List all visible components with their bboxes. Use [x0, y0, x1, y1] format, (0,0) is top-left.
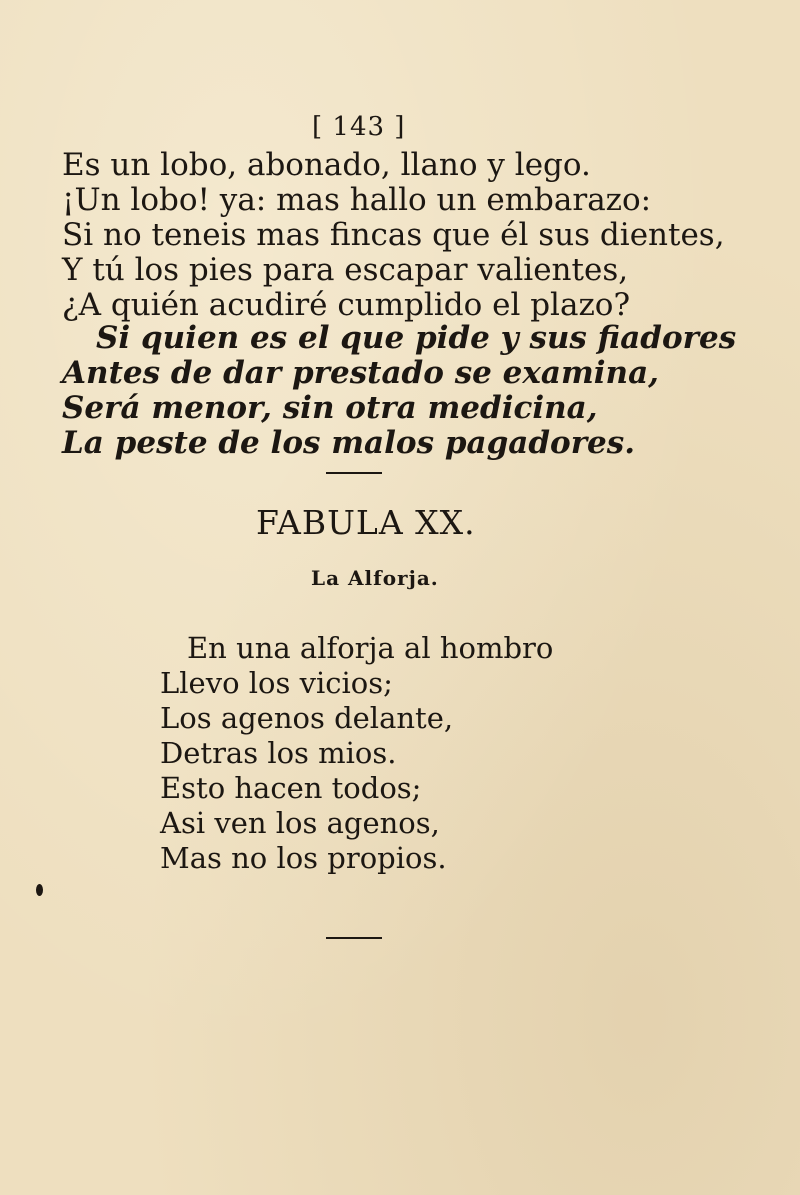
poem-line-6: Asi ven los agenos, — [160, 806, 440, 840]
poem-line-3: Los agenos delante, — [160, 701, 454, 735]
section-rule-bottom — [326, 937, 382, 939]
page-number: [ 143 ] — [312, 112, 406, 142]
poem-line-1: En una alforja al hombro — [187, 631, 554, 665]
verse-line-6: Si quien es el que pide y sus fiadores — [96, 320, 737, 356]
poem-line-5: Esto hacen todos; — [160, 771, 422, 805]
verse-line-5: ¿A quién acudiré cumplido el plazo? — [62, 287, 631, 323]
verse-line-1: Es un lobo, abonado, llano y lego. — [62, 147, 591, 183]
verse-line-7: Antes de dar prestado se examina, — [62, 355, 659, 391]
verse-line-9: La peste de los malos pagadores. — [62, 425, 636, 461]
poem-line-2: Llevo los vicios; — [160, 666, 393, 700]
poem-line-7: Mas no los propios. — [160, 841, 447, 875]
verse-line-2: ¡Un lobo! ya: mas hallo un embarazo: — [62, 182, 652, 218]
verse-line-8: Será menor, sin otra medicina, — [62, 390, 598, 426]
ink-speck — [36, 884, 43, 896]
verse-line-4: Y tú los pies para escapar valientes, — [62, 252, 629, 288]
fable-title: FABULA XX. — [256, 503, 476, 542]
verse-line-3: Si no teneis mas fincas que él sus dientes, — [62, 217, 725, 253]
fable-subtitle: La Alforja. — [311, 566, 439, 590]
poem-line-4: Detras los mios. — [160, 736, 397, 770]
section-rule-top — [326, 472, 382, 474]
